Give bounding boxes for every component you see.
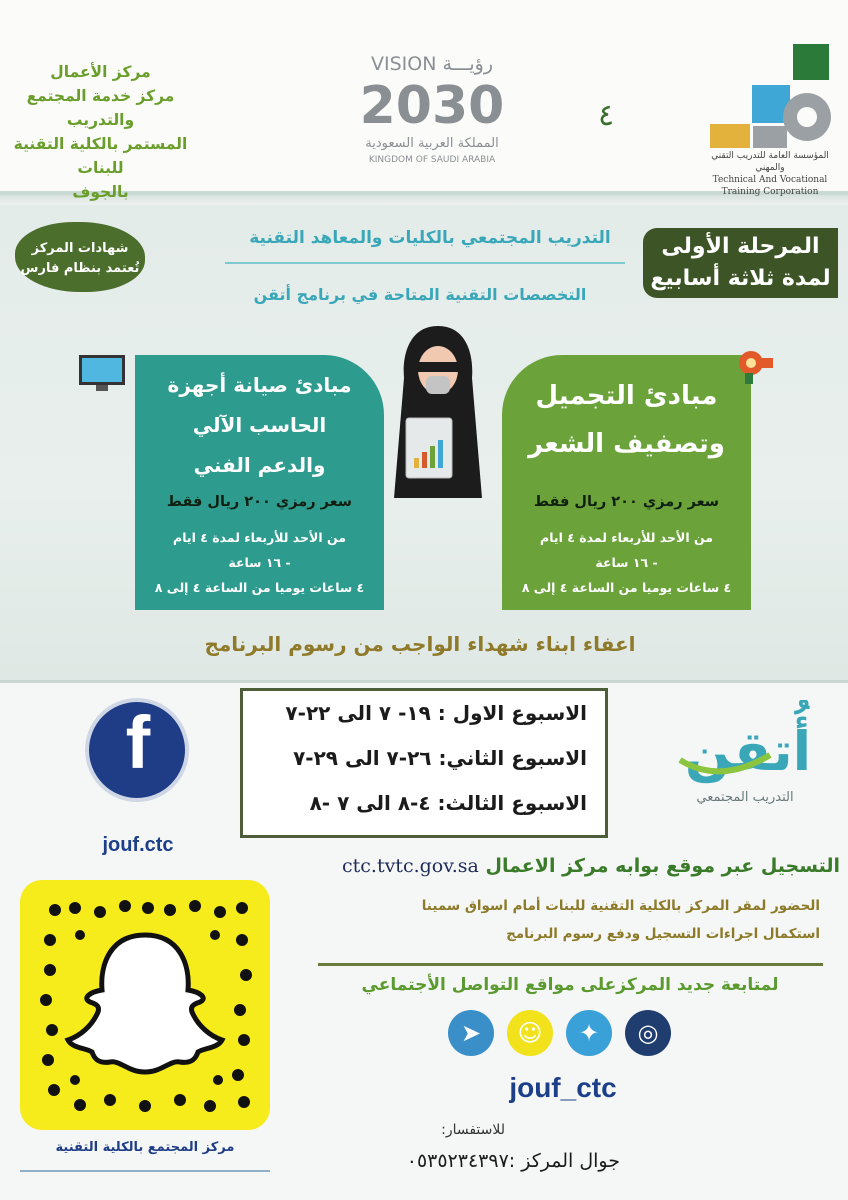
course-title-line: مبادئ التجميل	[535, 381, 718, 411]
schedule-line: من الأحد للأربعاء لمدة ٤ ايام	[173, 530, 346, 545]
vision-2030-logo	[345, 45, 520, 170]
section-subtitle: التخصصات التقنية المتاحة في برنامج أتقن	[253, 285, 587, 304]
atqan-logo-text: أُتقن	[684, 720, 812, 783]
header-line: مركز خدمة المجتمع والتدريب	[26, 87, 175, 129]
snapcode-label: مركز المجتمع بالكلية التقنية	[55, 1140, 235, 1155]
atqan-subtitle: التدريب المجتمعي	[696, 790, 794, 805]
title-divider	[225, 262, 625, 264]
registration-url[interactable]: ctc.tvtc.gov.sa	[341, 855, 479, 877]
registration-line	[280, 855, 840, 877]
header-line: المستمر بالكلية التقنية للبنات	[13, 135, 188, 177]
cert-line: شهادات المركز	[31, 241, 129, 256]
computer-course-schedule	[135, 525, 384, 600]
schedule-line: من الأحد للأربعاء لمدة ٤ ايام	[540, 530, 713, 545]
section-title: التدريب المجتمعي بالكليات والمعاهد التقنية	[249, 228, 611, 248]
phase-line: لمدة ثلاثة أسابيع	[650, 266, 831, 291]
beauty-course-price: سعر رمزي ٢٠٠ ريال فقط	[533, 494, 720, 510]
week-item: الاسبوع الاول : ١٩- ٧ الى ٢٢-٧	[285, 701, 587, 725]
phone-number[interactable]: جوال المركز :٠٥٣٥٢٣٤٣٩٧	[406, 1150, 620, 1172]
weeks-schedule-box	[240, 688, 608, 838]
beauty-course-schedule	[502, 525, 751, 600]
registration-text: التسجيل عبر موقع بوابه مركز الاعمال	[485, 855, 840, 877]
monitor-icon	[78, 354, 126, 392]
vision-english: KINGDOM OF SAUDI ARABIA	[368, 155, 496, 165]
header-line: مركز الأعمال	[50, 63, 151, 81]
atqan-logo	[660, 700, 835, 800]
snapcode[interactable]	[20, 880, 270, 1130]
twitter-icon[interactable]: ✦	[566, 1010, 612, 1056]
tvtc-logo	[705, 42, 833, 152]
vision-label: VISION رؤيـــة	[370, 53, 494, 75]
business-center-title	[13, 60, 188, 204]
schedule-line: ٤ ساعات يوميا من الساعة ٤ إلى ٨	[521, 580, 732, 595]
schedule-line: - ١٦ ساعة	[595, 555, 658, 570]
course-title-line: مبادئ صيانة أجهزة	[167, 373, 352, 397]
course-title-line: والدعم الفني	[193, 453, 326, 477]
divider	[20, 1170, 270, 1172]
tvtc-arabic: المؤسسة العامة للتدريب التقني والمهني	[711, 151, 829, 173]
week-item: الاسبوع الثاني: ٢٦-٧ الى ٢٩-٧	[293, 746, 587, 770]
social-handle[interactable]: jouf_ctc	[509, 1072, 617, 1103]
divider	[318, 963, 823, 966]
computer-course-price: سعر رمزي ٢٠٠ ريال فقط	[166, 494, 353, 510]
phase-line: المرحلة الأولى	[661, 234, 820, 259]
snapchat-icon[interactable]: ☺	[507, 1010, 553, 1056]
computer-course-title	[135, 365, 384, 485]
schedule-line: ٤ ساعات يوميا من الساعة ٤ إلى ٨	[154, 580, 365, 595]
telegram-icon[interactable]: ➤	[448, 1010, 494, 1056]
logo-square	[710, 124, 750, 148]
cert-line: تُعتمد بنظام فارس	[20, 261, 140, 276]
woman-illustration	[378, 318, 498, 498]
phase-badge	[643, 228, 838, 298]
course-title-line: الحاسب الآلي	[192, 413, 327, 437]
snapcode-pattern	[20, 880, 270, 1130]
follow-text: لمتابعة جديد المركزعلى مواقع التواصل الأجتماعي	[361, 975, 779, 995]
vision-number: 2030	[359, 76, 505, 136]
tvtc-name	[700, 150, 840, 198]
facebook-f-glyph: f	[125, 701, 151, 784]
schedule-line: - ١٦ ساعة	[228, 555, 291, 570]
exemption-notice: اعفاء ابناء شهداء الواجب من رسوم البرنامج	[204, 632, 636, 656]
certificate-badge	[15, 222, 145, 292]
facebook-handle[interactable]: jouf.ctc	[102, 834, 174, 856]
page-number: ٤	[598, 98, 615, 133]
week-item: الاسبوع الثالث: ٤-٨ الى ٧ -٨	[309, 791, 587, 815]
vision-arabic: المملكة العربية السعودية	[365, 136, 499, 151]
attendance-line: استكمال اجراءات التسجيل ودفع رسوم البرنامج	[506, 926, 820, 942]
beauty-course-title	[502, 372, 751, 468]
attendance-line: الحضور لمقر المركز بالكلية التقنية للبنات أمام اسواق سمينا	[421, 898, 820, 914]
header-line: بالجوف	[72, 183, 129, 201]
tvtc-english: Technical And Vocational Training Corporation	[712, 175, 828, 197]
inquiry-label: للاستفسار:	[441, 1122, 505, 1138]
course-title-line: وتصفيف الشعر	[528, 429, 725, 459]
instagram-icon[interactable]: ◎	[625, 1010, 671, 1056]
hair-dryer-icon	[735, 345, 775, 385]
logo-square	[793, 44, 829, 80]
